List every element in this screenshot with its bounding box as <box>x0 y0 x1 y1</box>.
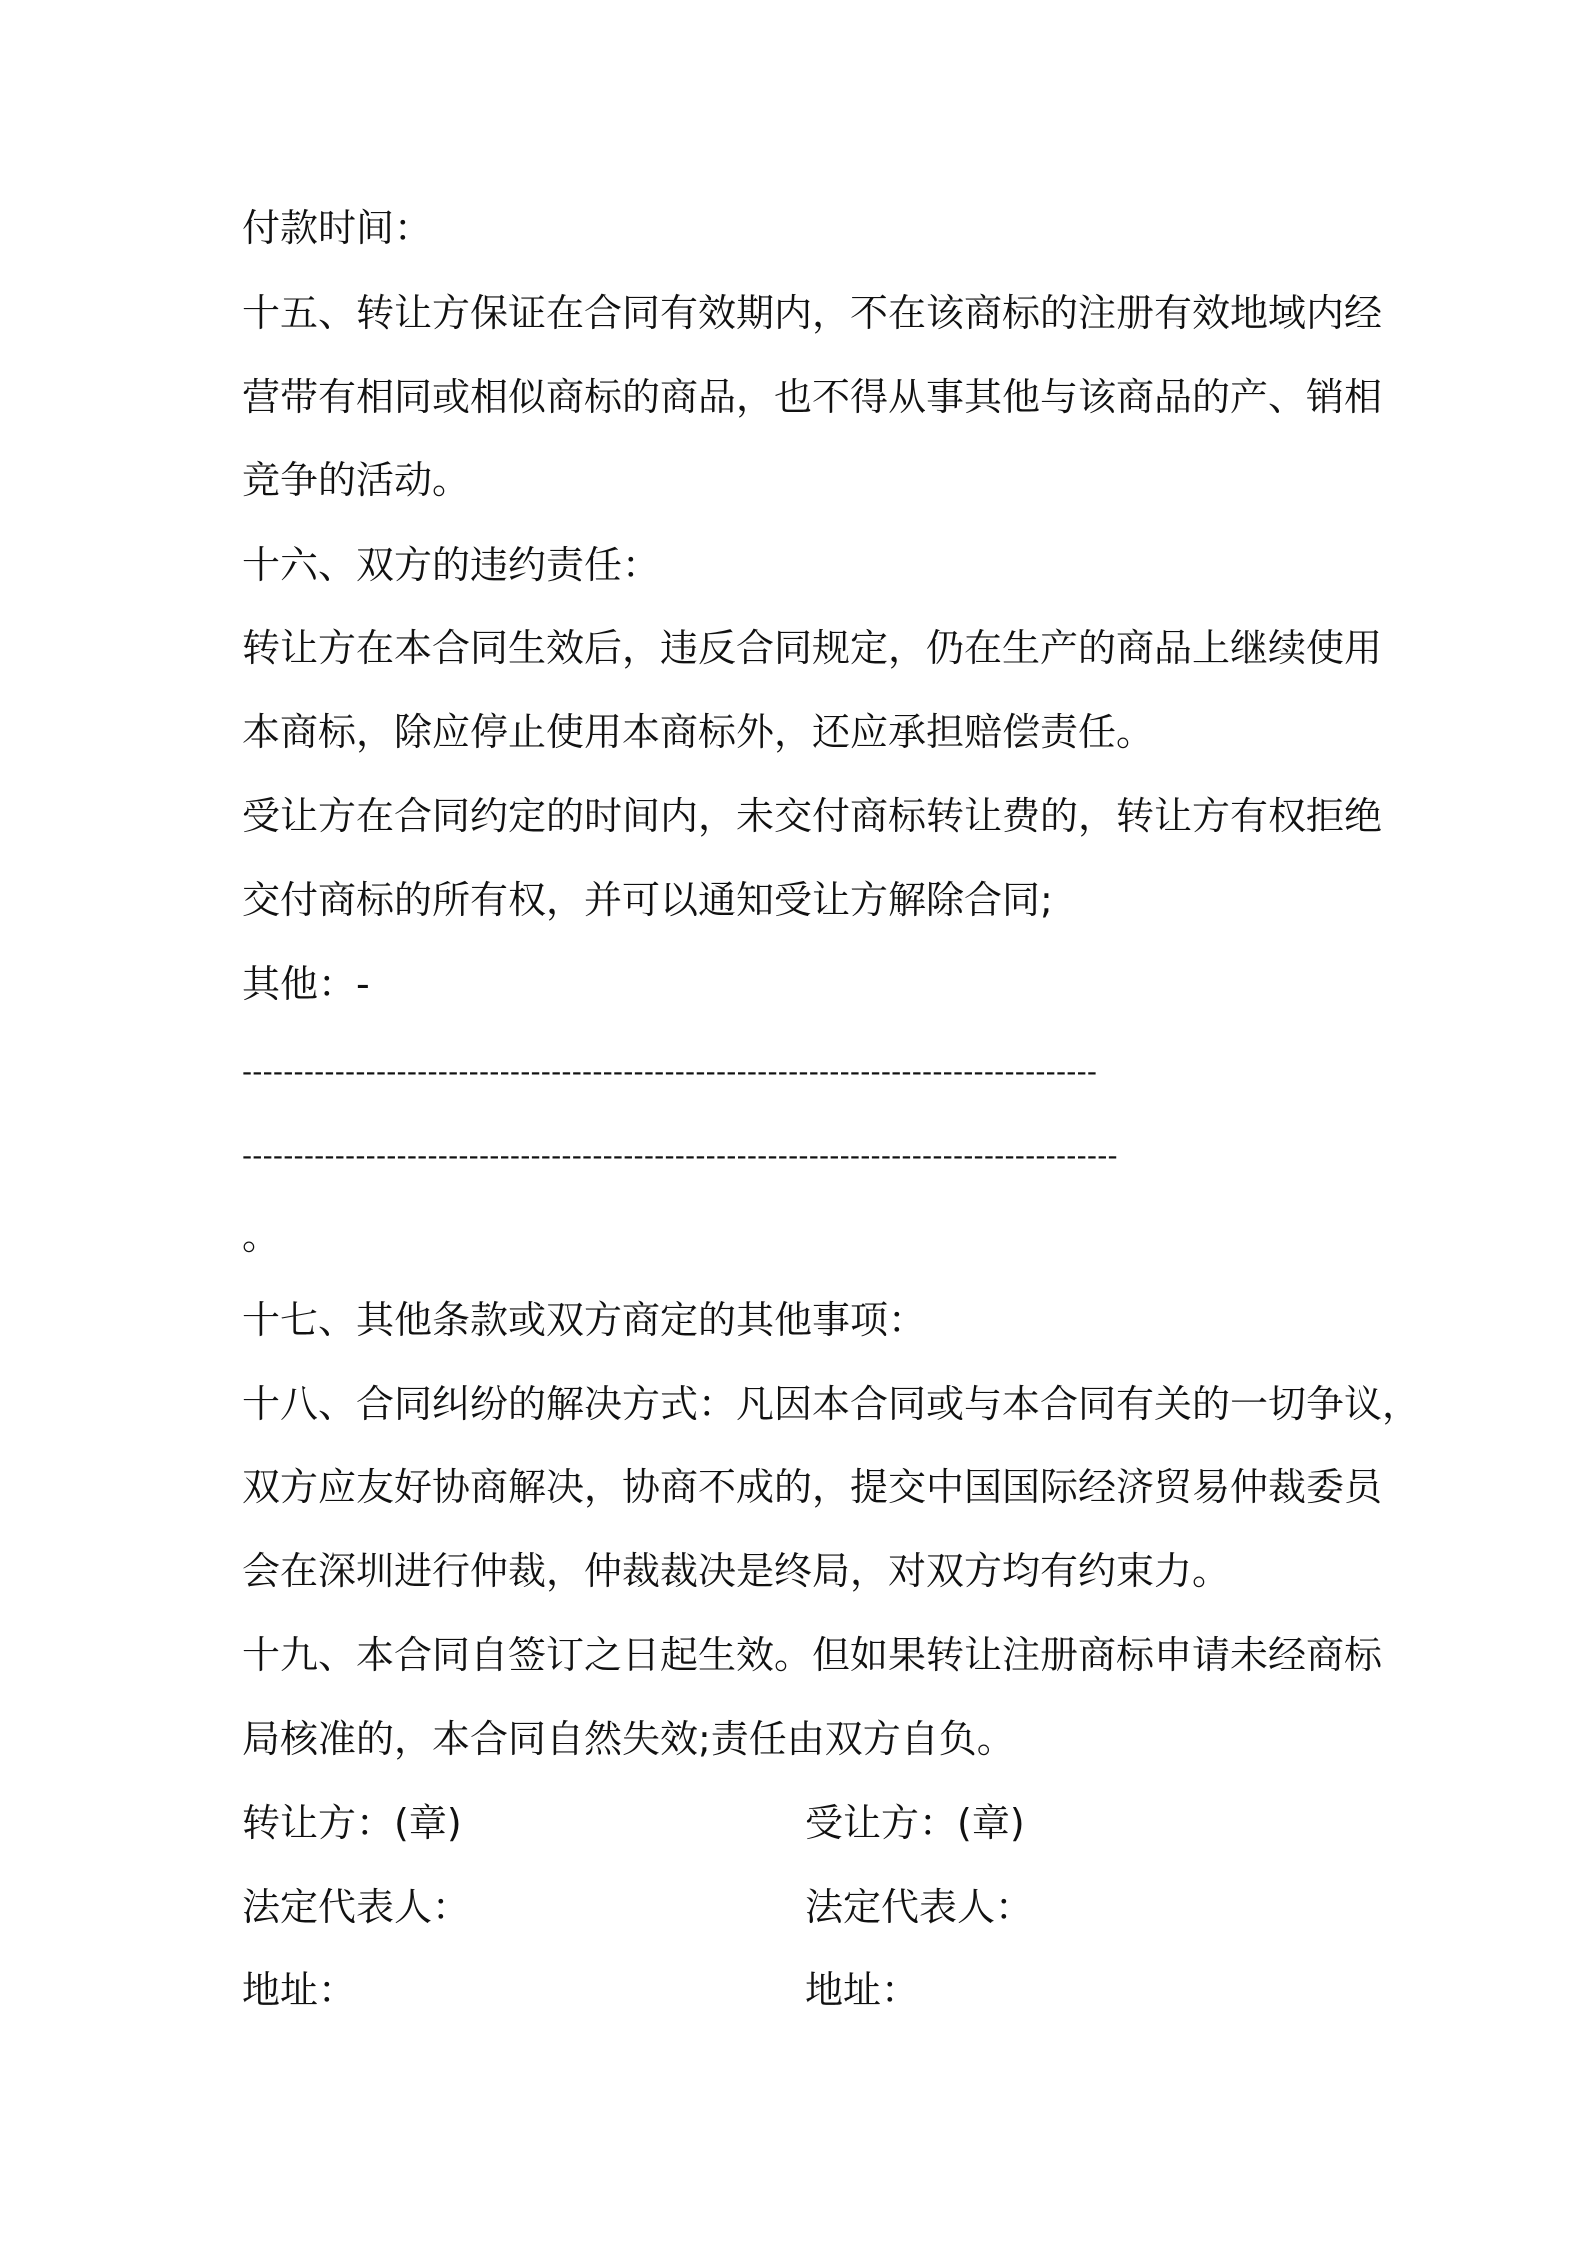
clause-19-line-2: 局核准的，本合同自然失效;责任由双方自负。 <box>242 1717 1015 1761</box>
signature-transferor-address: 地址： <box>242 1968 357 2012</box>
signature-transferee-address: 地址： <box>805 1968 920 2012</box>
signature-transferee-party: 受让方：(章) <box>805 1801 1025 1845</box>
dash-line-1: ----------------------------------------------------------------------------------- <box>242 1055 1098 1088</box>
signature-transferor-party: 转让方：(章) <box>242 1801 462 1845</box>
clause-16-heading: 十六、双方的违约责任： <box>242 543 661 587</box>
clause-15-line-2: 营带有相同或相似商标的商品，也不得从事其他与该商品的产、销相 <box>242 375 1383 419</box>
clause-16-transferee-line-2: 交付商标的所有权，并可以通知受让方解除合同; <box>242 878 1053 922</box>
clause-18-line-3: 会在深圳进行仲裁，仲裁裁决是终局，对双方均有约束力。 <box>242 1549 1231 1593</box>
clause-19-line-1: 十九、本合同自签订之日起生效。但如果转让注册商标申请未经商标 <box>242 1633 1383 1677</box>
clause-16-transferee-line-1: 受让方在合同约定的时间内，未交付商标转让费的，转让方有权拒绝 <box>242 794 1383 838</box>
dash-line-2: ------------------------------------------------------------------------------------- <box>242 1139 1118 1172</box>
signature-transferee-rep: 法定代表人： <box>805 1885 1034 1929</box>
clause-15-line-3: 竞争的活动。 <box>242 458 471 502</box>
text-line-payment-time: 付款时间： <box>242 206 433 250</box>
clause-15-line-1: 十五、转让方保证在合同有效期内，不在该商标的注册有效地域内经 <box>242 291 1383 335</box>
clause-16-transferor-line-2: 本商标，除应停止使用本商标外，还应承担赔偿责任。 <box>242 710 1155 754</box>
signature-transferor-rep: 法定代表人： <box>242 1885 471 1929</box>
clause-18-line-2: 双方应友好协商解决，协商不成的，提交中国国际经济贸易仲裁委员 <box>242 1465 1383 1509</box>
clause-17-heading: 十七、其他条款或双方商定的其他事项： <box>242 1298 927 1342</box>
clause-16-other: 其他：- <box>242 962 370 1006</box>
period-line: 。 <box>242 1214 281 1258</box>
clause-16-transferor-line-1: 转让方在本合同生效后，违反合同规定，仍在生产的商品上继续使用 <box>242 626 1383 670</box>
clause-18-line-1: 十八、合同纠纷的解决方式：凡因本合同或与本合同有关的一切争议， <box>242 1382 1421 1426</box>
